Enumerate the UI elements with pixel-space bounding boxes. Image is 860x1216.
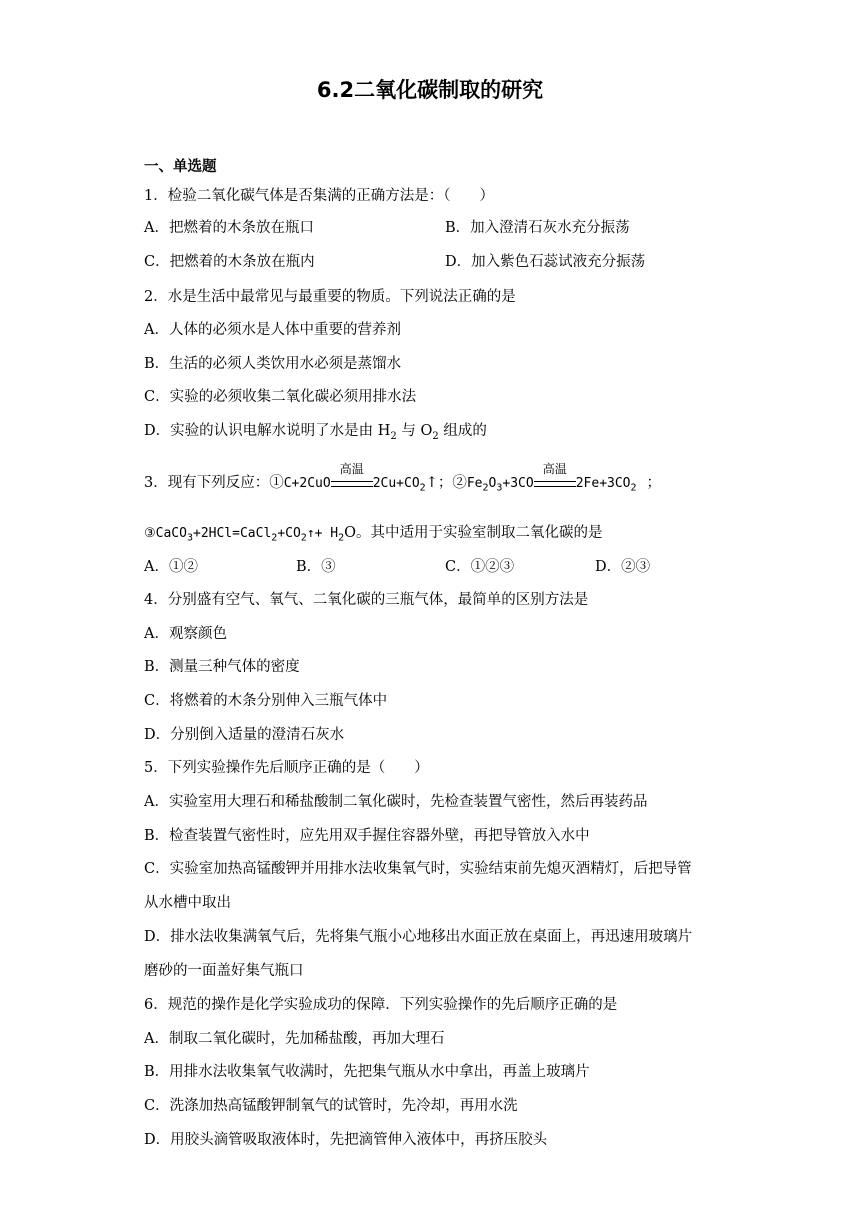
question-5-option-c-cont: 从水槽中取出 (144, 895, 231, 911)
question-6-option-a: A．制取二氧化碳时，先加稀盐酸，再加大理石 (144, 1031, 445, 1047)
question-5-option-c: C．实验室加热高锰酸钾并用排水法收集氧气时，实验结束前先熄灭酒精灯，后把导管 (144, 861, 692, 877)
question-3-option-d: D．②③ (595, 559, 651, 575)
question-2-option-b: B．生活的必须人类饮用水必须是蒸馏水 (144, 356, 402, 372)
question-5-option-d-cont: 磨砂的一面盖好集气瓶口 (144, 963, 304, 979)
question-6-option-c: C．洗涤加热高锰酸钾制氧气的试管时，先冷却，再用水洗 (144, 1098, 518, 1114)
question-6-stem: 6．规范的操作是化学实验成功的保障．下列实验操作的先后顺序正确的是 (144, 997, 618, 1013)
question-2-stem: 2．水是生活中最常见与最重要的物质。下列说法正确的是 (144, 289, 516, 305)
question-5-stem: 5．下列实验操作先后顺序正确的是（ ） (144, 760, 429, 776)
reaction-2: $Fe_2O_3+3CO$ 高温 $2Fe+3CO_2$ (466, 462, 637, 494)
question-2-option-d: D．实验的认识电解水说明了水是由 $H_2$ 与 $O_2$ 组成的 (144, 423, 487, 442)
question-4-option-c: C．将燃着的木条分别伸入三瓶气体中 (144, 693, 388, 709)
question-2-option-c: C．实验的必须收集二氧化碳必须用排水法 (144, 389, 417, 405)
question-1-stem: 1．检验二氧化碳气体是否集满的正确方法是：（ ） (144, 188, 494, 204)
question-1-option-d: D．加入紫色石蕊试液充分振荡 (445, 254, 646, 270)
question-4-stem: 4．分别盛有空气、氧气、二氧化碳的三瓶气体，最简单的区别方法是 (144, 592, 589, 608)
question-5-option-b: B．检查装置气密性时，应先用双手握住容器外壁，再把导管放入水中 (144, 828, 590, 844)
section-heading: 一、单选题 (144, 159, 217, 175)
question-4-option-d: D．分别倒入适量的澄清石灰水 (144, 727, 345, 743)
question-5-option-d: D．排水法收集满氧气后，先将集气瓶小心地移出水面正放在桌面上，再迅速用玻璃片 (144, 929, 693, 945)
question-3-option-b: B．③ (296, 559, 336, 575)
question-1-option-b: B．加入澄清石灰水充分振荡 (445, 220, 630, 236)
reaction-1: C+2CuO 高温 $2Cu+CO_2$ (283, 462, 426, 494)
reaction-condition-2: 高温 (534, 474, 576, 494)
question-3-option-a: A．①② (144, 559, 198, 575)
question-4-option-b: B．测量三种气体的密度 (144, 659, 300, 675)
question-1-option-c: C．把燃着的木条放在瓶内 (144, 254, 315, 270)
question-3-reaction-3: $③CaCO_3+2HCl=CaCl_2+CO_2↑+ H_2O$。其中适用于实验室制取二氧化碳的是 (144, 525, 603, 544)
page-title: 6.2二氧化碳制取的研究 (316, 78, 544, 102)
question-6-option-d: D．用胶头滴管吸取液体时，先把滴管伸入液体中，再挤压胶头 (144, 1132, 548, 1148)
question-4-option-a: A．观察颜色 (144, 626, 227, 642)
question-5-option-a: A．实验室用大理石和稀盐酸制二氧化碳时，先检查装置气密性，然后再装药品 (144, 794, 648, 810)
reaction-condition-1: 高温 (331, 474, 373, 494)
question-2-option-a: A．人体的必须水是人体中重要的营养剂 (144, 322, 401, 338)
question-1-option-a: A．把燃着的木条放在瓶口 (144, 220, 314, 236)
question-3-option-c: C．①②③ (445, 559, 515, 575)
question-3-stem: 3．现有下列反应：①C+2CuO 高温 $2Cu+CO_2↑$；$②Fe_2O_3+3CO$ 高温 $2Fe+3CO_2$ ； (144, 462, 662, 494)
question-6-option-b: B．用排水法收集氧气收满时，先把集气瓶从水中拿出，再盖上玻璃片 (144, 1064, 590, 1080)
